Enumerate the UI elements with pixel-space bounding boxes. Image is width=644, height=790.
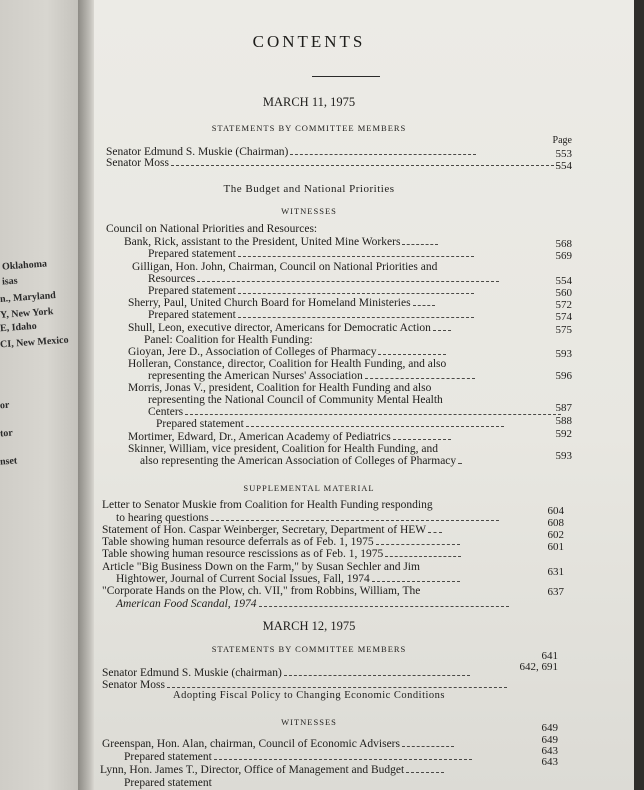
- page-number: 587: [555, 402, 572, 414]
- page-title: CONTENTS: [252, 32, 366, 51]
- toc-entry[interactable]: Prepared statement: [156, 418, 504, 430]
- toc-entry[interactable]: Lynn, Hon. James T., Director, Office of Management and Budget: [100, 764, 444, 776]
- page-number: 642, 691: [519, 661, 558, 673]
- prev-fragment: CI, New Mexico: [0, 334, 69, 351]
- witness-group: Council on National Priorities and Resources:: [106, 223, 318, 235]
- prev-fragment: or: [0, 399, 10, 412]
- page-number: 596: [555, 370, 572, 382]
- toc-entry-continued[interactable]: Hightower, Journal of Current Social Issues, Fall, 1974: [116, 573, 460, 585]
- toc-entry[interactable]: Prepared statement: [148, 248, 474, 260]
- page-number: 649: [541, 722, 558, 734]
- toc-entry-continued[interactable]: to hearing questions: [116, 512, 499, 524]
- toc-entry[interactable]: Greenspan, Hon. Alan, chairman, Council of Economic Advisers: [102, 738, 454, 750]
- page-number: 601: [547, 541, 564, 553]
- toc-entry-continued[interactable]: representing the American Nurses' Association: [148, 370, 475, 382]
- page-column-label: Page: [552, 135, 572, 146]
- book-gutter: [78, 0, 94, 790]
- prev-fragment: E, Idaho: [0, 320, 38, 335]
- page-number: 588: [555, 415, 572, 427]
- toc-entry[interactable]: Holleran, Constance, director, Coalition for Health Funding, and also: [128, 358, 447, 370]
- toc-entry[interactable]: Gioyan, Jere D., Association of Colleges of Pharmacy: [128, 346, 446, 358]
- toc-entry[interactable]: Senator Edmund S. Muskie (Chairman): [106, 146, 476, 158]
- section-heading: STATEMENTS BY COMMITTEE MEMBERS: [211, 123, 407, 133]
- panel-heading: Panel: Coalition for Health Funding:: [144, 334, 313, 346]
- page-number: 643: [541, 756, 558, 768]
- page-number: 593: [555, 348, 572, 360]
- subsection-title: The Budget and National Priorities: [223, 183, 395, 195]
- page-number: 575: [555, 324, 572, 336]
- page-number: 593: [555, 450, 572, 462]
- toc-entry-continued[interactable]: also representing the American Association of Colleges of Pharmacy: [140, 455, 462, 467]
- toc-entry-continued[interactable]: representing the National Council of Community Mental Health: [148, 394, 443, 406]
- toc-entry[interactable]: "Corporate Hands on the Plow, ch. VII," from Robbins, William, The: [102, 585, 421, 597]
- toc-entry[interactable]: Letter to Senator Muskie from Coalition for Health Funding responding: [102, 499, 433, 511]
- page-number: 592: [555, 428, 572, 440]
- toc-entry[interactable]: Statement of Hon. Caspar Weinberger, Secretary, Department of HEW: [102, 524, 442, 536]
- toc-entry[interactable]: Prepared statement: [148, 309, 474, 321]
- toc-entry[interactable]: Prepared statement: [148, 285, 474, 297]
- toc-entry[interactable]: Gilligan, Hon. John, Chairman, Council on National Priorities and: [132, 261, 438, 273]
- page-number: 643: [541, 745, 558, 757]
- toc-entry[interactable]: Shull, Leon, executive director, Americans for Democratic Action: [128, 322, 451, 334]
- page-number: 554: [555, 275, 572, 287]
- page-number: 572: [555, 299, 572, 311]
- hearing-date: MARCH 11, 1975: [262, 95, 356, 109]
- previous-page-edge: [0, 0, 78, 790]
- page-number: 569: [555, 250, 572, 262]
- witnesses-heading: WITNESSES: [281, 717, 337, 727]
- toc-entry[interactable]: Prepared statement: [124, 777, 212, 789]
- toc-entry[interactable]: Prepared statement: [124, 751, 472, 763]
- prev-fragment: n., Maryland: [0, 290, 57, 305]
- toc-entry[interactable]: Morris, Jonas V., president, Coalition for Health Funding and also: [128, 382, 432, 394]
- page-number: 631: [547, 566, 564, 578]
- page-number: 641: [541, 650, 558, 662]
- toc-entry[interactable]: Table showing human resource rescissions as of Feb. 1, 1975: [102, 548, 461, 560]
- prev-fragment: nset: [0, 455, 18, 468]
- page-number: 560: [555, 287, 572, 299]
- page-number: 553: [555, 148, 572, 160]
- witnesses-heading: WITNESSES: [281, 206, 337, 216]
- contents-page: [94, 0, 634, 790]
- toc-entry-continued[interactable]: American Food Scandal, 1974: [116, 598, 509, 610]
- toc-entry[interactable]: Bank, Rick, assistant to the President, United Mine Workers: [124, 236, 438, 248]
- page-number: 554: [555, 160, 572, 172]
- toc-entry[interactable]: Senator Moss: [106, 157, 559, 169]
- supplemental-heading: SUPPLEMENTAL MATERIAL: [243, 483, 375, 493]
- page-number: 568: [555, 238, 572, 250]
- toc-entry-continued[interactable]: Centers: [148, 406, 561, 418]
- toc-entry[interactable]: Mortimer, Edward, Dr., American Academy of Pediatrics: [128, 431, 451, 443]
- page-number: 649: [541, 734, 558, 746]
- toc-entry[interactable]: Article "Big Business Down on the Farm," by Susan Sechler and Jim: [102, 561, 420, 573]
- toc-entry[interactable]: Skinner, William, vice president, Coalition for Health Funding, and: [128, 443, 438, 455]
- page-number: 604: [547, 505, 564, 517]
- prev-fragment: Oklahoma: [1, 258, 48, 273]
- toc-entry[interactable]: Senator Edmund S. Muskie (chairman): [102, 667, 470, 679]
- section-heading: STATEMENTS BY COMMITTEE MEMBERS: [211, 644, 407, 654]
- toc-entry[interactable]: Senator Moss: [102, 679, 507, 691]
- title-rule: [312, 76, 380, 77]
- subsection-title: Adopting Fiscal Policy to Changing Economic Conditions: [173, 690, 445, 701]
- toc-entry-continued[interactable]: Resources: [148, 273, 499, 285]
- page-number: 637: [547, 586, 564, 598]
- prev-fragment: isas: [1, 275, 18, 288]
- hearing-date: MARCH 12, 1975: [262, 619, 356, 633]
- prev-fragment: Y, New York: [0, 306, 54, 321]
- page-number: 602: [547, 529, 564, 541]
- prev-fragment: tor: [0, 427, 14, 440]
- toc-entry[interactable]: Table showing human resource deferrals as of Feb. 1, 1975: [102, 536, 460, 548]
- contents-document: [94, 0, 634, 790]
- page-number: 574: [555, 311, 572, 323]
- toc-entry[interactable]: Sherry, Paul, United Church Board for Homeland Ministeries: [128, 297, 435, 309]
- background-edge: [634, 0, 644, 790]
- page-number: 608: [547, 517, 564, 529]
